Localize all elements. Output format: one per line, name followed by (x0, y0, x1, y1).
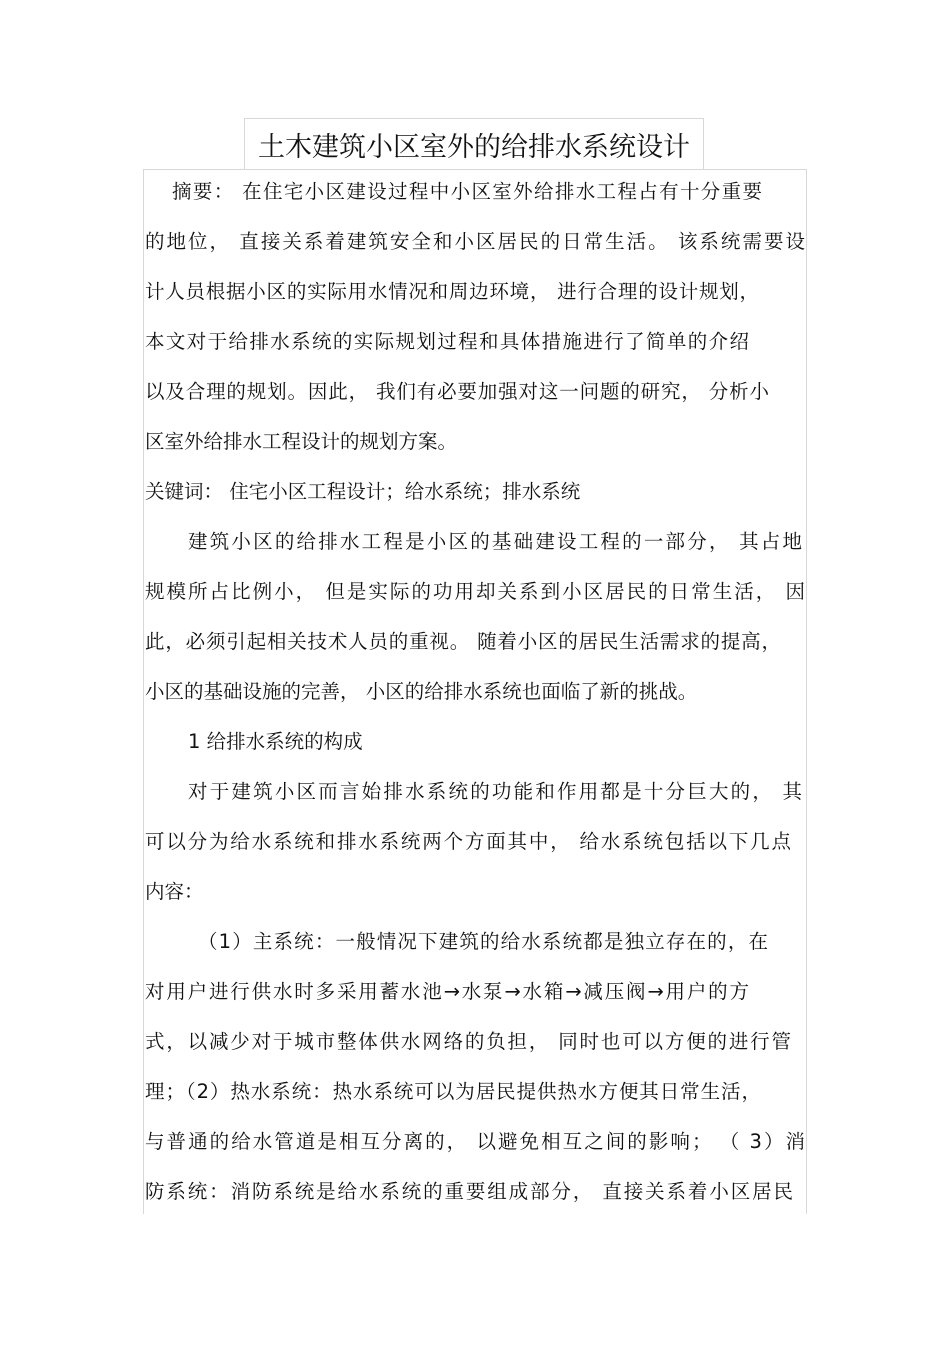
paragraph-1-line-2: 规模所占比例小， 但是实际的功用却关系到小区居民的日常生活， 因 (145, 580, 805, 603)
paragraph-1-line-4: 小区的基础设施的完善， 小区的给排水系统也面临了新的挑战。 (145, 680, 698, 703)
abstract-line-3: 计人员根据小区的实际用水情况和周边环境， 进行合理的设计规划， (145, 280, 759, 303)
keywords-line: 关键词： 住宅小区工程设计；给水系统；排水系统 (145, 480, 581, 503)
section-heading-1: 1 给排水系统的构成 (188, 730, 363, 753)
paragraph-3-line-6: 防系统：消防系统是给水系统的重要组成部分， 直接关系着小区居民 (145, 1180, 793, 1203)
document-title: 土木建筑小区室外的给排水系统设计 (258, 132, 690, 163)
paragraph-3-line-4: 理；（2）热水系统：热水系统可以为居民提供热水方便其日常生活， (145, 1080, 761, 1103)
abstract-line-4: 本文对于给排水系统的实际规划过程和具体措施进行了简单的介绍 (145, 330, 749, 353)
abstract-line-2: 的地位， 直接关系着建筑安全和小区居民的日常生活。 该系统需要设 (145, 230, 805, 253)
paragraph-3-line-3: 式，以减少对于城市整体供水网络的负担， 同时也可以方便的进行管 (145, 1030, 791, 1053)
paragraph-2-line-3: 内容： (145, 880, 204, 903)
abstract-line-1: 摘要： 在住宅小区建设过程中小区室外给排水工程占有十分重要 (172, 180, 762, 203)
paragraph-3-line-2: 对用户进行供水时多采用蓄水池→水泵→水箱→减压阀→用户的方 (145, 980, 749, 1003)
paragraph-3-line-5: 与普通的给水管道是相互分离的， 以避免相互之间的影响； （ 3）消 (145, 1130, 805, 1153)
paragraph-1-line-1: 建筑小区的给排水工程是小区的基础建设工程的一部分， 其占地 (188, 530, 802, 553)
paragraph-1-line-3: 此，必须引起相关技术人员的重视。 随着小区的居民生活需求的提高， (145, 630, 781, 653)
abstract-line-6: 区室外给排水工程设计的规划方案。 (145, 430, 458, 453)
paragraph-2-line-1: 对于建筑小区而言始排水系统的功能和作用都是十分巨大的， 其 (188, 780, 802, 803)
paragraph-3-line-1: （1）主系统：一般情况下建筑的给水系统都是独立存在的，在 (198, 930, 768, 953)
abstract-line-5: 以及合理的规划。因此， 我们有必要加强对这一问题的研究， 分析小 (145, 380, 769, 403)
paragraph-2-line-2: 可以分为给水系统和排水系统两个方面其中， 给水系统包括以下几点 (145, 830, 791, 853)
